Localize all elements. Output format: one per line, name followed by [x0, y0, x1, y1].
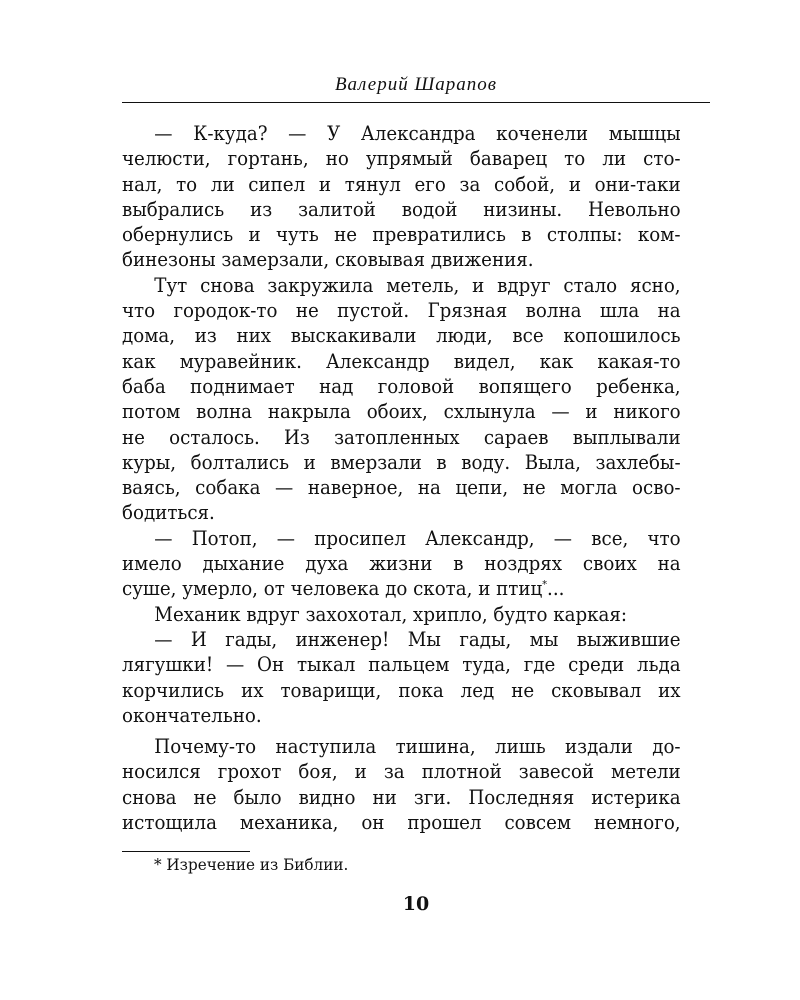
text-line-with-footnote	[122, 576, 681, 601]
footnote-rule	[122, 851, 250, 852]
text-line-start: суше, умерло, от человека до скота, и птиц	[122, 577, 543, 601]
text-line: Механик вдруг захохотал, хрипло, будто каркая:	[154, 602, 628, 626]
text-line: Почему-то наступила тишина, лишь издали до-	[154, 735, 681, 759]
text-line: как муравейник. Александр видел, как какая-то	[122, 349, 681, 373]
text-line: обернулись и чуть не превратились в столпы: ком-	[122, 223, 681, 247]
text-line: что городок-то не пустой. Грязная волна шла на	[122, 299, 681, 323]
text-line: имело дыхание духа жизни в ноздрях своих на	[122, 552, 681, 576]
text-line: челюсти, гортань, но упрямый баварец то ли сто-	[122, 147, 681, 171]
text-line: лягушки! — Он тыкал пальцем туда, где среди льда	[122, 653, 681, 677]
text-line-end: ...	[547, 577, 565, 601]
text-line: куры, болтались и вмерзали в воду. Выла, захлебы-	[122, 450, 681, 474]
text-line: корчились их товарищи, пока лед не сковывал их	[122, 678, 681, 702]
running-header-author: Валерий Шарапов	[334, 74, 498, 95]
text-line: Тут снова закружила метель, и вдруг стало ясно,	[154, 273, 681, 297]
text-line: баба поднимает над головой вопящего ребенка,	[122, 374, 681, 398]
footnote-marker[interactable]: *	[542, 579, 548, 591]
text-line: бодиться.	[122, 501, 215, 525]
text-line: истощила механика, он прошел совсем немного,	[122, 811, 681, 835]
body-text	[122, 121, 681, 835]
text-line: снова не было видно ни зги. Последняя истерика	[122, 785, 681, 809]
page-number: 10	[402, 893, 430, 915]
footnote: * Изречение из Библии.	[154, 855, 349, 874]
text-line: — К-куда? — У Александра коченели мышцы	[154, 122, 681, 145]
text-line: носился грохот боя, и за плотной завесой метели	[122, 760, 681, 784]
text-line: ваясь, собака — наверное, на цепи, не могла осво-	[122, 476, 681, 500]
text-line: выбрались из залитой водой низины. Невольно	[122, 197, 681, 221]
text-line: нал, то ли сипел и тянул его за собой, и они-таки	[122, 172, 681, 196]
text-line: — И гады, инженер! Мы гады, мы выжившие	[154, 627, 681, 651]
text-line: — Потоп, — просипел Александр, — все, что	[154, 526, 681, 550]
text-line: не осталось. Из затопленных сараев выплывали	[122, 425, 681, 449]
text-line: потом волна накрыла обоих, схлынула — и никого	[122, 400, 681, 424]
text-line: бинезоны замерзали, сковывая движения.	[122, 248, 534, 272]
header-rule	[122, 102, 710, 103]
text-line: окончательно.	[122, 703, 262, 727]
text-line: дома, из них выскакивали люди, все копошилось	[122, 324, 681, 348]
